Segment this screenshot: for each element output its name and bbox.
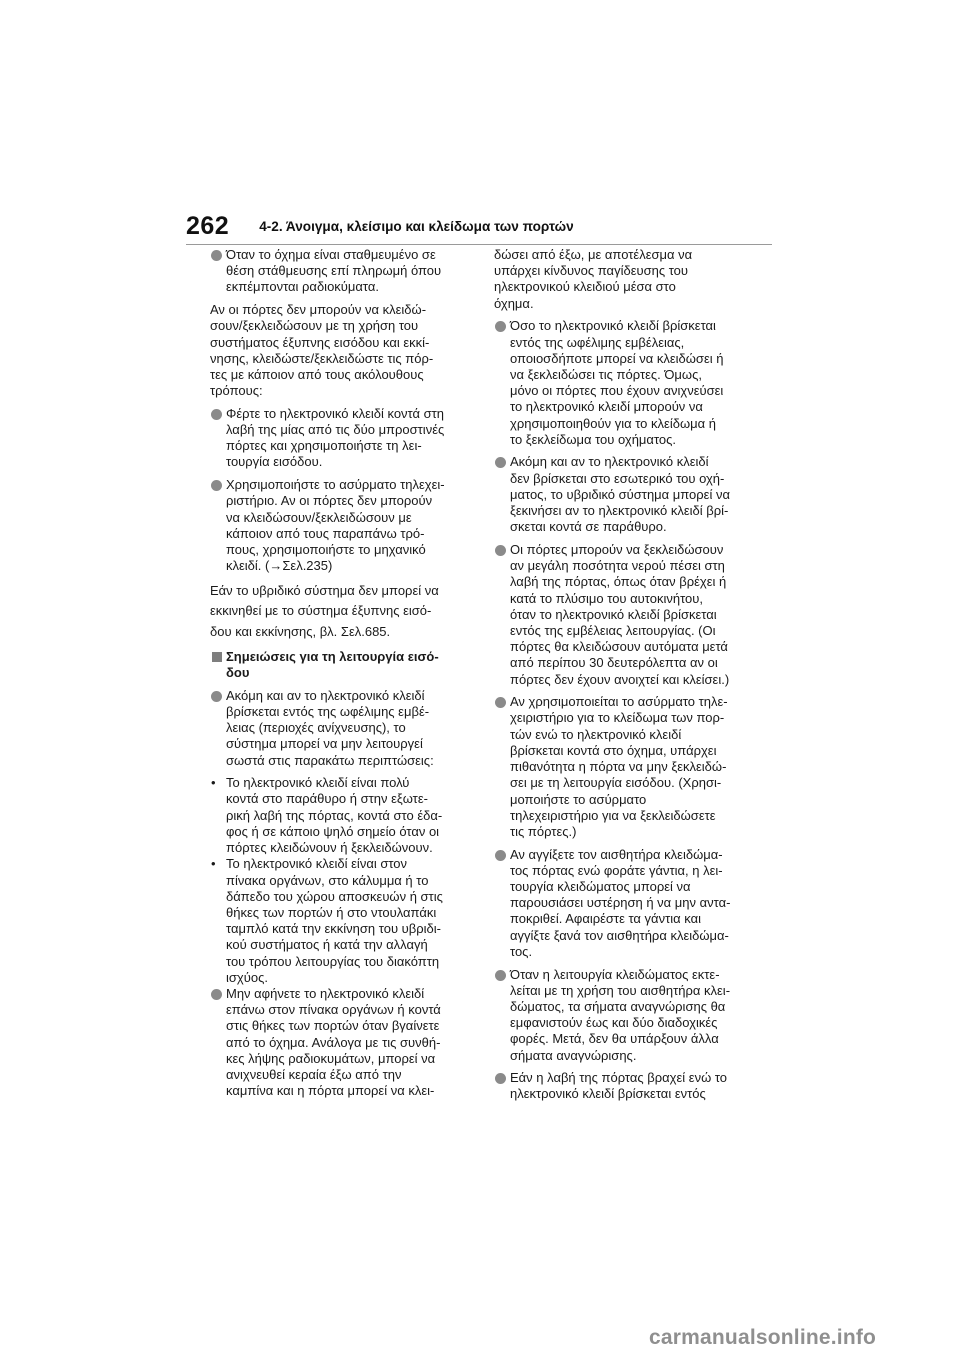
bullet-item [208, 477, 476, 574]
bullet-dot-icon [495, 850, 506, 861]
bullet-dot-icon [211, 250, 222, 261]
block-text: Όταν η λειτουργία κλειδώματος εκτε- λείται με τη χρήση του αισθητήρα κλει- δώματος, τα σήματα αναγνώρισης θα εμφανιστούν έως και δύο διαδοχικές φορές. Μετά, δεν θα υπάρξουν άλλα σήματα αναγνώρισης. [510, 966, 731, 1063]
bullet-item [208, 986, 476, 1099]
bullet-item [208, 406, 476, 471]
block-text: Ακόμη και αν το ηλεκτρονικό κλειδί βρίσκεται εντός της ωφέλιμης εμβέ- λειας (περιοχές ανίχνευσης), το σύστημα μπορεί να μην λειτουργεί σωστά στις παρακάτω περιπτώσεις: [226, 687, 434, 768]
bullet-dot-icon [211, 691, 222, 702]
paragraph [208, 302, 476, 399]
bullet-dot-icon [495, 697, 506, 708]
section-title: 4-2. Άνοιγμα, κλείσιμο και κλείδωμα των πορτών [259, 219, 574, 234]
paragraph [208, 581, 476, 643]
bullet-item [492, 694, 760, 840]
block-text: Όταν το όχημα είναι σταθμευμένο σε θέση στάθμευσης επί πληρωμή όπου εκπέμπονται ραδιοκύματα. [226, 247, 442, 295]
bullet-item [492, 454, 760, 535]
block-text: Το ηλεκτρονικό κλειδί είναι στον πίνακα οργάνων, στο κάλυμμα ή το δάπεδο του χώρου αποσκευών ή στις θήκες των πορτών ή στο ντουλαπάκι ταμπλό κατά την εκκίνηση του υβριδι- κού συστήματος ή κατά την αλλαγή του τρόπου λειτουργίας του διακόπτη ισχύος. [226, 856, 443, 985]
bullet-item [208, 688, 476, 769]
block-text: Αν αγγίξετε τον αισθητήρα κλειδώμα- τος πόρτας ενώ φοράτε γάντια, η λει- τουργία κλειδώματος μπορεί να παρουσιάσει υστέρηση ή να μην αντα- ποκριθεί. Αφαιρέστε τα γάντια και αγγίξτε ξανά τον αισθητήρα κλειδώμα- τος. [510, 846, 731, 959]
bullet-dot-icon [495, 457, 506, 468]
bullet-item [492, 318, 760, 448]
bullet-item [492, 542, 760, 688]
block-text: Το ηλεκτρονικό κλειδί είναι πολύ κοντά στο παράθυρο ή στην εξωτε- ρική λαβή της πόρτας, κοντά στο έδα- φος ή σε κάποιο ψηλό σημείο όταν οι πόρτες κλειδώνουν ή ξεκλειδώνουν. [226, 775, 443, 856]
block-text: Μην αφήνετε το ηλεκτρονικό κλειδί επάνω στον πίνακα οργάνων ή κοντά στις θήκες των πορτών όταν βγαίνετε από το όχημα. Ανάλογα με τις συνθή- κες λήψης ραδιοκυμάτων, μπορεί να ανιχνευθεί κεραία έξω από την καμπίνα και η πόρτα μπορεί να κλει- [226, 985, 441, 1099]
block-text: Όσο το ηλεκτρονικό κλειδί βρίσκεται εντός της ωφέλιμης εμβέλειας, οποιοσδήποτε μπορεί να κλειδώσει ή να ξεκλειδώσει τις πόρτες. Όμως, μόνο οι πόρτες που έχουν ανιχνεύσει το ηλεκτρονικό κλειδί μπορούν να χρησιμοποιηθούν για το κλείδωμα ή το ξεκλείδωμα του οχήματος. [510, 318, 724, 447]
bullet-dot-icon [495, 321, 506, 332]
bullet-dot-icon [211, 480, 222, 491]
sub-bullet-item [208, 856, 476, 986]
block-text: Αν οι πόρτες δεν μπορούν να κλειδώ- σουν/ξεκλειδώσουν με τη χρήση του συστήματος έξυπνης εισόδου και εκκί- νησης, κλειδώστε/ξεκλειδώστε τις πόρ- τες με κάποιον από τους ακόλουθους τρόπους: [210, 302, 434, 399]
bullet-dot-icon [211, 409, 222, 420]
bullet-dot-icon [211, 989, 222, 1000]
page-number: 262 [186, 212, 230, 240]
block-text: Ακόμη και αν το ηλεκτρονικό κλειδί δεν βρίσκεται στο εσωτερικό του οχή- ματος, το υβριδικό σύστημα μπορεί να ξεκινήσει αν το ηλεκτρονικό κλειδί βρί- σκεται κοντά σε παράθυρο. [510, 454, 730, 535]
right-column [492, 247, 760, 1109]
block-text: Εάν το υβριδικό σύστημα δεν μπορεί να εκκινηθεί με το σύστημα έξυπνης εισό- δου και εκκίνησης, βλ. Σελ.685. [210, 582, 439, 639]
square-marker-icon [212, 652, 222, 662]
small-bullet-icon: • [211, 856, 216, 872]
bullet-item [492, 847, 760, 960]
bullet-item [208, 247, 476, 296]
block-text: Εάν η λαβή της πόρτας βραχεί ενώ το ηλεκτρονικό κλειδί βρίσκεται εντός [510, 1070, 728, 1102]
block-text: Φέρτε το ηλεκτρονικό κλειδί κοντά στη λαβή της μίας από τις δύο μπροστινές πόρτες και χρησιμοποιήστε τη λει- τουργία εισόδου. [226, 405, 445, 470]
bullet-item [492, 1070, 760, 1102]
small-bullet-icon: • [211, 775, 216, 791]
bullet-dot-icon [495, 970, 506, 981]
bullet-dot-icon [495, 1073, 506, 1084]
section-heading [208, 649, 476, 681]
block-text: Αν χρησιμοποιείται το ασύρματο τηλε- χειριστήριο για το κλείδωμα των πορ- τών ενώ το ηλεκτρονικό κλειδί βρίσκεται κοντά στο όχημα, υπάρχει πιθανότητα η πόρτα να μην ξεκλειδώ- σει με τη λειτουργία εισόδου. (Χρησι- μοποιήστε το ασύρματο τηλεχειριστήριο για να ξεκλειδώσετε τις πόρτες.) [510, 694, 728, 839]
block-text: δώσει από έξω, με αποτέλεσμα να υπάρχει κίνδυνος παγίδευσης του ηλεκτρονικού κλειδιού μέσα στο όχημα. [494, 247, 693, 311]
left-column [208, 247, 476, 1106]
header-divider [186, 244, 772, 245]
bullet-item [492, 967, 760, 1064]
block-text: Σημειώσεις για τη λειτουργία εισό- δου [226, 648, 439, 681]
watermark: carmanualsonline.info [649, 1326, 877, 1349]
block-text: Οι πόρτες μπορούν να ξεκλειδώσουν αν μεγάλη ποσότητα νερού πέσει στη λαβή της πόρτας, όπως όταν βρέχει ή κατά το πλύσιμο του αυτοκινήτου, όταν το ηλεκτρονικό κλειδί βρίσκεται εντός της εμβέλειας λειτουργίας. (Οι πόρτες θα κλειδώσουν αυτόματα μετά από περίπου 30 δευτερόλεπτα αν οι πόρτες δεν έχουν ανοιχτεί και κλείσει.) [510, 541, 730, 687]
block-text: Χρησιμοποιήστε το ασύρματο τηλεχει- ριστήριο. Αν οι πόρτες δεν μπορούν να κλειδώσουν/ξεκλειδώσουν με κάποιον από τους παραπάνω τρό- πους, χρησιμοποιήστε το μηχανικό κλειδί. (→Σελ.235) [226, 477, 445, 574]
bullet-dot-icon [495, 545, 506, 556]
sub-bullet-item [208, 775, 476, 856]
paragraph [492, 247, 760, 312]
page-header [186, 212, 574, 241]
